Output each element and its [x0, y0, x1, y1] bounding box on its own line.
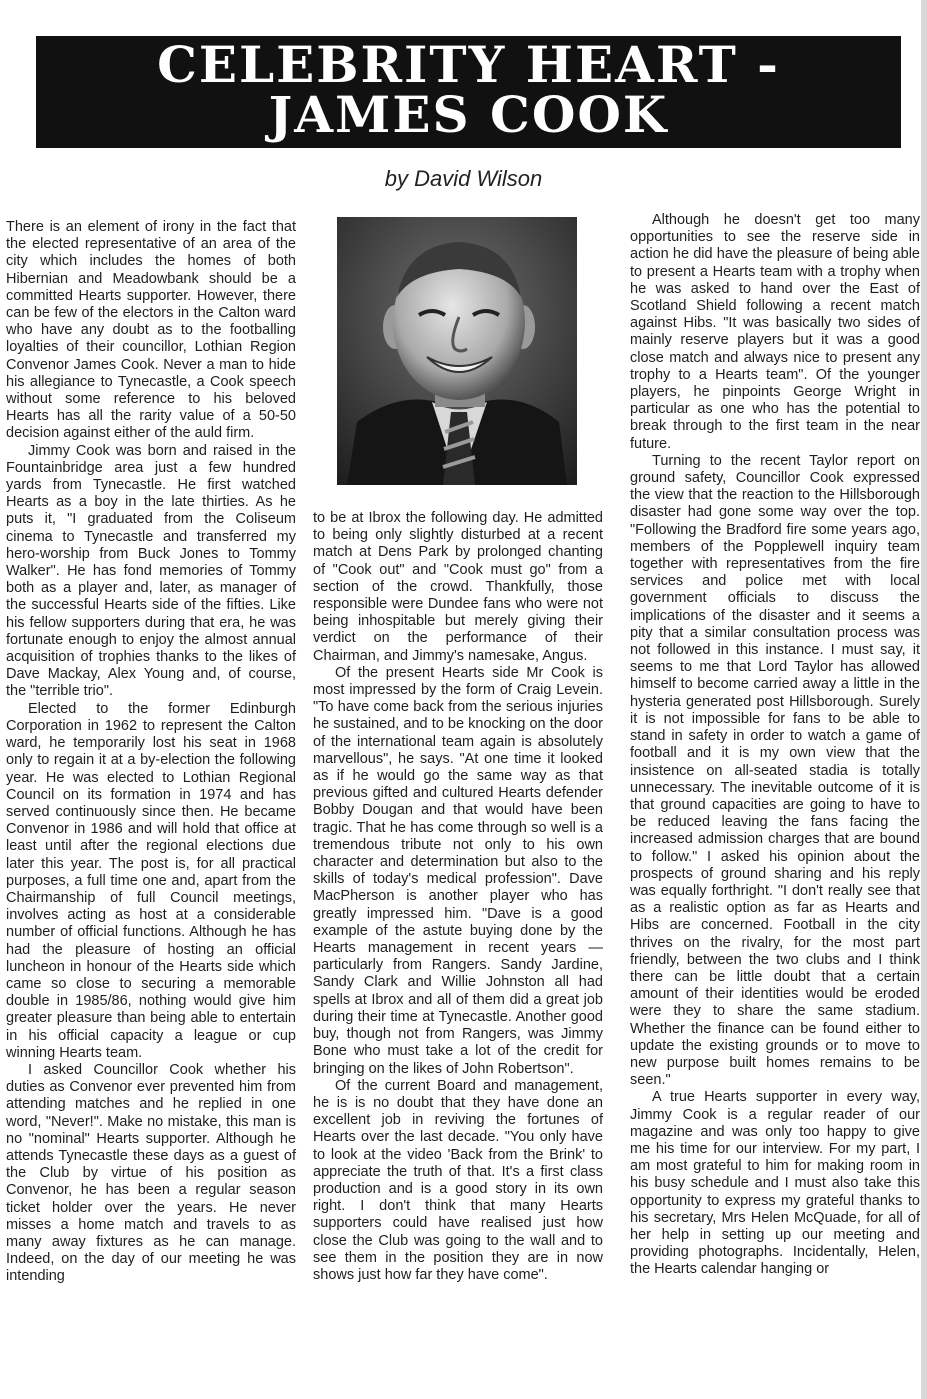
article-column-2	[313, 510, 603, 1284]
paragraph: to be at Ibrox the following day. He admitted to being only slightly disturbed at a recent match at Dens Park by prolonged chanting of "Cook out" and "Cook must go" from a section of the crowd. Thankfully, those responsible were Dundee fans who were not being inhospitable but merely giving their verdict on the performance of their Chairman, and Jimmy's namesake, Angus.	[313, 510, 603, 664]
headline-line-2: JAMES COOK	[268, 85, 669, 144]
article-column-1	[6, 219, 296, 1286]
paragraph: Of the present Hearts side Mr Cook is most impressed by the form of Craig Levein. "To have come back from the serious injuries he sustained, and to be knocking on the door of the international team again is absolutely marvellous", he says. "At one time it looked as if he would go the same way as that previous gifted and cultured Hearts defender Bobby Dougan and that would have been tragic. That he has come through so well is a tremendous tribute not only to his own character and determination but also to the skills of today's medical profession". Dave MacPherson is another player who has greatly impressed him. "Dave is a good example of the astute buying done by the Hearts management in recent years — particularly from Rangers. Sandy Jardine, Sandy Clark and Willie Johnston all had spells at Ibrox and all of them did a great job during their time at Tynecastle. Another good buy, though not from Rangers, was Jimmy Bone who must take a lot of the credit for bringing on the likes of John Robertson".	[313, 664, 603, 1077]
paragraph: Of the current Board and management, he is is no doubt that they have done an excellent job in reviving the fortunes of Hearts over the last decade. "You only have to look at the video 'Back from the Brink' to appreciate the truth of that. It's a first class production and is a good story in its own right. I don't think that many Hearts supporters could have realised just how close the Club was going to the wall and to see them in the position they are in now shows just how far they have come".	[313, 1077, 603, 1283]
byline: by David Wilson	[384, 166, 543, 191]
paragraph: There is an element of irony in the fact that the elected representative of an area of the city which includes the homes of both Hibernian and Meadowbank should be a committed Hearts supporter. However, there can be few of the electors in the Calton ward who have any doubt as to the footballing loyalties of their councillor, Lothian Region Convenor James Cook. Never a man to hide his allegiance to Tynecastle, a Cook speech without some reference to his beloved Hearts has all the rarity value of a 50-50 decision against either of the auld firm.	[6, 219, 296, 442]
page-edge	[921, 0, 927, 1399]
portrait-photo	[337, 217, 577, 485]
paragraph: Although he doesn't get too many opportunities to see the reserve side in action he did have the pleasure of being able to present a Hearts team with a trophy when he was asked to hand over the East of Scotland Shield following a recent match against Hibs. "It was basically two sides of mainly reserve players but it was a good close match and always nice to present any trophy to a Hearts team". Of the younger players, he pinpoints George Wright in particular as one who has the potential to break through to the first team in the near future.	[630, 212, 920, 452]
paragraph: Elected to the former Edinburgh Corporation in 1962 to represent the Calton ward, he temporarily lost his seat in 1968 only to regain it at a by-election the following year. He was elected to Lothian Regional Council on its formation in 1974 and has served continuously since then. He became Convenor in 1986 and will hold that office at least until after the regional elections due later this year. The post is, for all practical purposes, a full time one and, apart from the Chairmanship of full Council meetings, involves acting as host at a considerable number of official functions. Although he has had the pleasure of hosting an official luncheon in honour of the Hearts side which came so close to securing a memorable double in 1985/86, nothing would give him greater pleasure than being able to entertain in his official capacity a league or cup winning Hearts team.	[6, 700, 296, 1061]
headline-line-1: CELEBRITY HEART -	[157, 35, 780, 94]
article-column-3	[630, 212, 920, 1279]
portrait-illustration	[337, 217, 577, 485]
paragraph: Jimmy Cook was born and raised in the Fountainbridge area just a few hundred yards from Tynecastle. He first watched Hearts as a boy in the late thirties. As he puts it, "I graduated from the Coliseum cinema to Tynecastle and transferred my hero-worship from Buck Jones to Tommy Walker". He has fond memories of Tommy both as a player and, later, as manager of the successful Hearts side of the fifties. Like his fellow supporters during that era, he was fortunate enough to enjoy the almost annual acquisition of trophies thanks to the likes of Dave Mackay, Alex Young and, of course, the "terrible trio".	[6, 442, 296, 700]
paragraph: I asked Councillor Cook whether his duties as Convenor ever prevented him from attending matches and he replied in one word, "Never!". Make no mistake, this man is no "nominal" Hearts supporter. Although he attends Tynecastle these days as a guest of the Club by virtue of his position as Convenor, he has been a regular season ticket holder over the years. He never misses a home match and travels to as many away fixtures as he can manage. Indeed, on the day of our meeting he was intending	[6, 1061, 296, 1285]
paragraph: Turning to the recent Taylor report on ground safety, Councillor Cook expressed the view that the reaction to the Hillsborough disaster had gone some way over the top. "Following the Bradford fire some years ago, members of the Popplewell inquiry team together with representatives from the fire services and police met with local government officials to discuss the implications of the disaster and it seems a pity that a similar consultation process was not followed in this instance. I must say, it seems to me that Lord Taylor has allowed himself to become carried away a little in the hysteria generated post Hillsborough. Surely it is not impossible for fans to be able to stand in safety in order to watch a game of football and it is my own view that the insistence on all-seated stadia is totally unnecessary. The inevitable outcome of it is that ground capacities are going to have to be reduced leaving the fans facing the increased admission charges that are bound to follow." I asked his opinion about the prospects of ground sharing and his reply was equally forthright. "I don't really see that as a realistic option as far as Hearts and Hibs are concerned. Football in the city thrives on the rivalry, for the most part friendly, between the two clubs and I think there can be little doubt that a certain amount of their identities would be eroded were they to share the same stadium. Whether the finance can be found either to update the existing grounds or to move to new purpose built homes remains to be seen."	[630, 452, 920, 1089]
headline-banner	[36, 36, 901, 148]
paragraph: A true Hearts supporter in every way, Jimmy Cook is a regular reader of our magazine and was only too happy to give me his time for our interview. For my part, I am most grateful to him for making room in his busy schedule and I must also take this opportunity to express my grateful thanks to his secretary, Mrs Helen McQuade, for all of her help in setting up our meeting and providing photographs. Incidentally, Helen, the Hearts calendar hanging or	[630, 1089, 920, 1278]
